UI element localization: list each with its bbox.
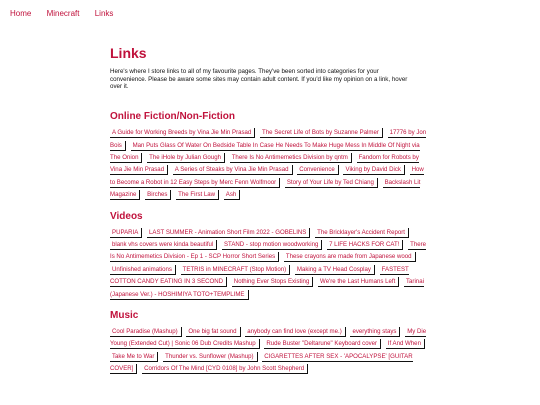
link-item[interactable]: STAND - stop motion woodworking — [222, 240, 322, 250]
link-item[interactable]: 17776 by Jon Bois — [110, 129, 427, 149]
link-item[interactable]: Story of Your Life by Ted Chiang — [285, 178, 378, 188]
link-item[interactable]: Unfinished animations — [110, 265, 176, 275]
link-item[interactable]: These crayons are made from Japanese wood — [284, 252, 416, 262]
nav-link-links[interactable]: Links — [94, 9, 114, 18]
section-heading-fiction: Online Fiction/Non-Fiction — [110, 111, 235, 123]
link-item[interactable]: One big fat sound — [186, 327, 240, 337]
link-item[interactable]: blank vhs covers were kinda beautiful — [110, 240, 217, 250]
link-item[interactable]: Man Puts Glass Of Water On Bedside Table In Case He Needs To Make Huge Mess In Middle Of Night via The Onion — [110, 141, 420, 161]
link-item[interactable]: 7 LIFE HACKS FOR CAT! — [327, 240, 403, 250]
link-item[interactable]: Birches — [145, 190, 171, 200]
link-item[interactable]: Take Me to War — [110, 352, 158, 362]
link-item[interactable]: The Secret Life of Bots by Suzanne Palmer — [260, 128, 383, 138]
section-videos — [110, 210, 430, 301]
link-item[interactable]: A Series of Steaks by Vina Jie Min Prasad — [173, 165, 293, 175]
link-item[interactable]: Thunder vs. Sunflower (Mashup) — [163, 352, 257, 362]
link-item[interactable]: Fandom for Robots by Vina Jie Min Prasad — [110, 153, 419, 174]
link-item[interactable]: FASTEST COTTON CANDY EATING IN 3 SECOND — [110, 265, 409, 286]
link-item[interactable]: Nothing Ever Stops Existing — [232, 277, 314, 287]
link-item[interactable]: A Guide for Working Breeds by Vina Jie Min Prasad — [110, 128, 255, 138]
link-item[interactable]: TETRIS in MINECRAFT (Stop Motion) — [181, 265, 291, 275]
section-music — [110, 309, 430, 376]
link-item[interactable]: CIGARETTES AFTER SEX - 'APOCALYPSE' [GUITAR COVER] — [110, 352, 413, 373]
section-heading-videos: Videos — [110, 210, 143, 222]
link-item[interactable]: My Die Young (Extended Cut) | Sonic 06 Dub Credits Mashup — [110, 327, 427, 348]
link-item[interactable]: PUPARIA — [110, 228, 142, 238]
link-item[interactable]: Cool Paradise (Mashup) — [110, 327, 182, 337]
link-item[interactable]: How to Become a Robot in 12 Easy Steps by Merc Fenn Wolfmoor — [110, 166, 424, 186]
link-list-videos — [110, 227, 430, 301]
link-item[interactable]: Ash — [224, 190, 241, 200]
link-item[interactable]: Convenience — [297, 165, 339, 175]
link-list-fiction — [110, 127, 430, 201]
link-list-music — [110, 326, 430, 376]
link-item[interactable]: We're the Last Humans Left — [318, 277, 399, 287]
top-nav — [10, 9, 126, 19]
link-item[interactable]: The Bricklayer's Accident Report — [315, 228, 409, 238]
section-heading-music: Music — [110, 309, 139, 321]
link-item[interactable]: There Is No Antimemetics Division - Ep 1 - SCP Horror Short Series — [110, 240, 427, 261]
nav-link-minecraft[interactable]: Minecraft — [46, 9, 80, 18]
nav-link-home[interactable]: Home — [10, 9, 32, 18]
link-item[interactable]: Corridors Of The Mind [CYD 0108] by John Scott Shepherd — [142, 364, 308, 374]
section-fiction — [110, 110, 430, 201]
link-item[interactable]: Viking by David Dick — [343, 165, 404, 175]
link-item[interactable]: Tarinai (Japanese Ver.) - HOSHIMIYA TOTO+TEMPLIME — [110, 278, 424, 298]
link-item[interactable]: Making a TV Head Cosplay — [295, 265, 375, 275]
link-item[interactable]: The First Law — [176, 190, 219, 200]
link-item[interactable]: Rude Buster "Deltarune" Keyboard cover — [264, 339, 381, 349]
main-content — [110, 40, 430, 376]
page-title: Links — [110, 45, 147, 61]
link-item[interactable]: anybody can find love (except me.) — [245, 327, 346, 337]
link-item[interactable]: LAST SUMMER - Animation Short Film 2022 - GOBELINS — [147, 228, 310, 238]
link-item[interactable]: Backslash Lit Magazine — [110, 178, 421, 199]
link-item[interactable]: everything stays — [350, 327, 400, 337]
intro-text: Here's where I store links to all of my favourite pages. They've been sorted into categories for your convenience. Please be aware some sites may contain adult content. If you'd like my opinion on a link, hover over it. — [110, 68, 408, 91]
link-item[interactable]: There Is No Antimemetics Division by qntm — [230, 153, 352, 163]
link-item[interactable]: If And When — [386, 339, 425, 349]
link-item[interactable]: The iHole by Julian Gough — [147, 153, 225, 163]
